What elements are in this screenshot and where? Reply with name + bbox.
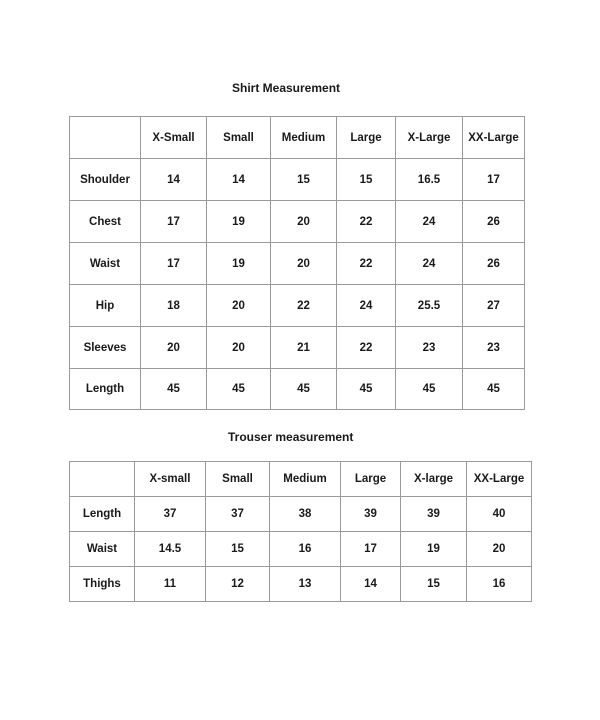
trouser-measurement-title: Trouser measurement — [228, 430, 354, 444]
header-cell: Small — [207, 117, 271, 159]
table-cell: 37 — [206, 497, 270, 532]
header-cell — [70, 117, 141, 159]
table-cell: 39 — [341, 497, 401, 532]
table-row — [70, 532, 532, 567]
row-label: Length — [70, 497, 135, 532]
table-cell: 40 — [467, 497, 532, 532]
table-row — [70, 497, 532, 532]
table-cell: 17 — [341, 532, 401, 567]
header-cell: Medium — [270, 462, 341, 497]
row-label: Shoulder — [70, 159, 141, 201]
table-cell: 13 — [270, 567, 341, 602]
table-cell: 45 — [207, 369, 271, 410]
row-label: Waist — [70, 243, 141, 285]
table-cell: 15 — [271, 159, 337, 201]
table-cell: 22 — [337, 201, 396, 243]
row-label: Hip — [70, 285, 141, 327]
table-cell: 20 — [271, 243, 337, 285]
table-cell: 45 — [271, 369, 337, 410]
table-cell: 19 — [207, 243, 271, 285]
table-cell: 20 — [271, 201, 337, 243]
table-cell: 22 — [271, 285, 337, 327]
row-label: Length — [70, 369, 141, 410]
table-row — [70, 201, 525, 243]
table-cell: 19 — [207, 201, 271, 243]
header-cell: X-Small — [141, 117, 207, 159]
header-cell: X-Large — [396, 117, 463, 159]
table-cell: 26 — [463, 243, 525, 285]
table-cell: 26 — [463, 201, 525, 243]
header-cell: Large — [337, 117, 396, 159]
header-cell: X-large — [401, 462, 467, 497]
row-label: Waist — [70, 532, 135, 567]
table-cell: 17 — [463, 159, 525, 201]
table-cell: 17 — [141, 243, 207, 285]
table-header-row — [70, 117, 525, 159]
row-label: Sleeves — [70, 327, 141, 369]
row-label: Thighs — [70, 567, 135, 602]
table-cell: 45 — [463, 369, 525, 410]
table-cell: 45 — [396, 369, 463, 410]
header-cell: Large — [341, 462, 401, 497]
header-cell: Small — [206, 462, 270, 497]
table-cell: 14 — [341, 567, 401, 602]
table-cell: 11 — [135, 567, 206, 602]
table-cell: 22 — [337, 327, 396, 369]
table-cell: 20 — [467, 532, 532, 567]
header-cell: XX-Large — [463, 117, 525, 159]
table-cell: 16.5 — [396, 159, 463, 201]
table-cell: 38 — [270, 497, 341, 532]
table-cell: 17 — [141, 201, 207, 243]
header-cell — [70, 462, 135, 497]
header-cell: X-small — [135, 462, 206, 497]
table-cell: 23 — [396, 327, 463, 369]
row-label: Chest — [70, 201, 141, 243]
table-cell: 21 — [271, 327, 337, 369]
table-cell: 24 — [396, 243, 463, 285]
trouser-size-table — [69, 461, 532, 602]
table-row — [70, 327, 525, 369]
table-cell: 20 — [207, 285, 271, 327]
table-cell: 12 — [206, 567, 270, 602]
header-cell: XX-Large — [467, 462, 532, 497]
table-cell: 20 — [207, 327, 271, 369]
shirt-size-table — [69, 116, 525, 410]
table-row — [70, 567, 532, 602]
table-cell: 45 — [141, 369, 207, 410]
table-cell: 45 — [337, 369, 396, 410]
table-cell: 24 — [337, 285, 396, 327]
table-cell: 15 — [401, 567, 467, 602]
table-row — [70, 369, 525, 410]
table-cell: 25.5 — [396, 285, 463, 327]
table-cell: 14 — [207, 159, 271, 201]
table-cell: 15 — [206, 532, 270, 567]
table-cell: 37 — [135, 497, 206, 532]
table-cell: 15 — [337, 159, 396, 201]
table-cell: 14.5 — [135, 532, 206, 567]
table-cell: 24 — [396, 201, 463, 243]
table-cell: 39 — [401, 497, 467, 532]
shirt-measurement-title: Shirt Measurement — [232, 81, 341, 95]
table-cell: 22 — [337, 243, 396, 285]
table-cell: 16 — [270, 532, 341, 567]
table-header-row — [70, 462, 532, 497]
table-cell: 16 — [467, 567, 532, 602]
table-cell: 14 — [141, 159, 207, 201]
table-row — [70, 285, 525, 327]
table-cell: 20 — [141, 327, 207, 369]
table-cell: 19 — [401, 532, 467, 567]
table-cell: 27 — [463, 285, 525, 327]
table-cell: 18 — [141, 285, 207, 327]
table-cell: 23 — [463, 327, 525, 369]
table-row — [70, 243, 525, 285]
table-row — [70, 159, 525, 201]
header-cell: Medium — [271, 117, 337, 159]
